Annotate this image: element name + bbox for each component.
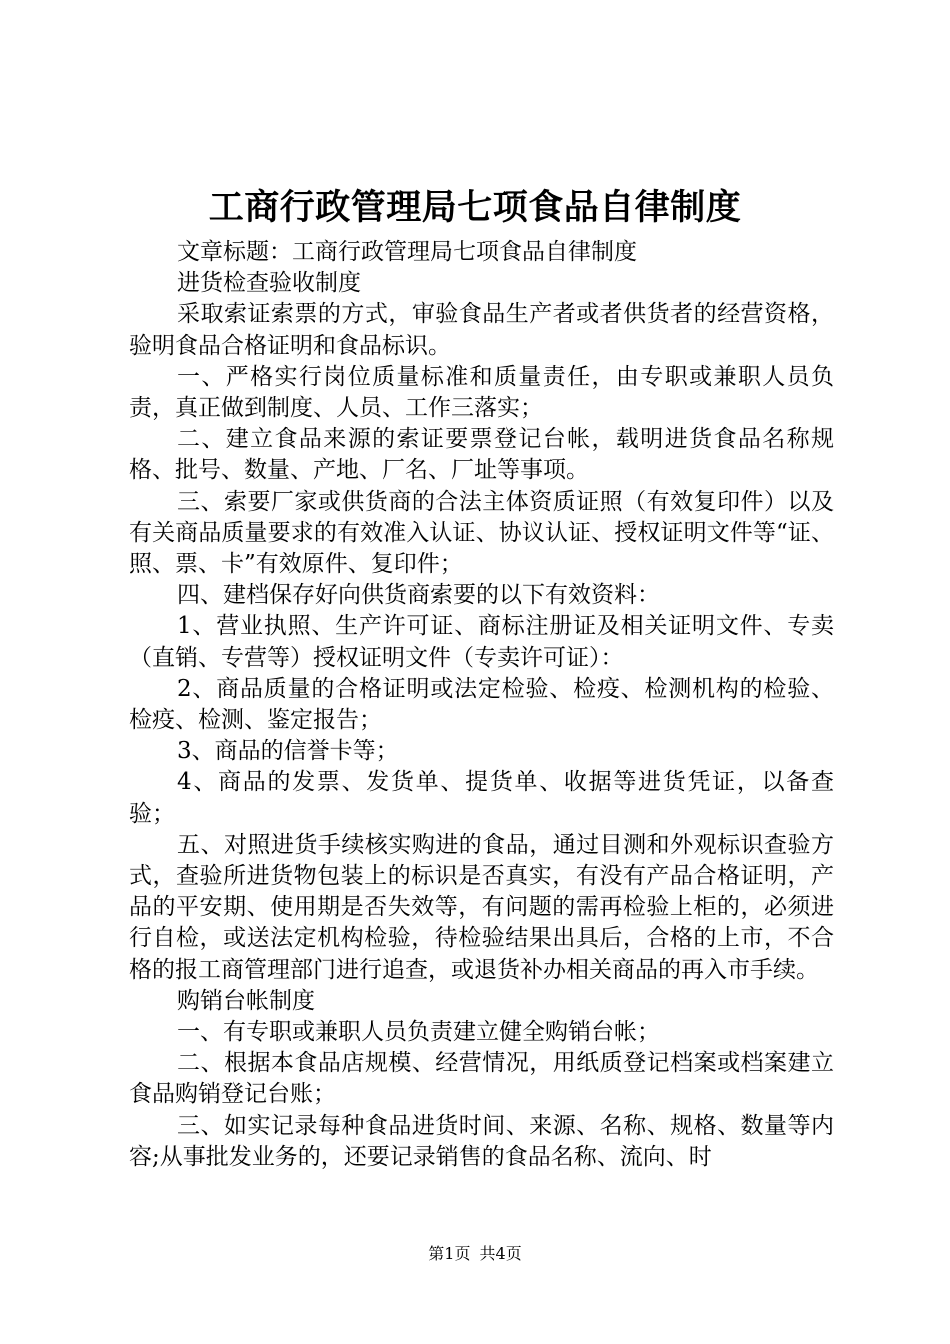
paragraph: 3、商品的信誉卡等； (177, 738, 399, 765)
page-footer: 第1页 共4页 (428, 1244, 522, 1263)
page-title: 工商行政管理局七项食品自律制度 (208, 188, 742, 228)
paragraph: 一、有专职或兼职人员负责建立健全购销台帐； (177, 1019, 660, 1046)
paragraph: 1、营业执照、生产许可证、商标注册证及相关证明文件、专卖（直销、专营等）授权证明文件（专卖许可证）： (129, 613, 834, 671)
paragraph-article-title: 文章标题：工商行政管理局七项食品自律制度 (177, 239, 637, 265)
paragraph: 一、严格实行岗位质量标准和质量责任，由专职或兼职人员负责，真正做到制度、人员、工作三落实； (129, 363, 834, 422)
document-body (129, 237, 834, 1173)
paragraph: 三、索要厂家或供货商的合法主体资质证照（有效复印件）以及有关商品质量要求的有效准入认证、协议认证、授权证明文件等“证、照、票、卡”有效原件、复印件； (129, 488, 834, 578)
paragraph: 2、商品质量的合格证明或法定检验、检疫、检测机构的检验、检疫、检测、鉴定报告； (129, 675, 834, 734)
paragraph: 五、对照进货手续核实购进的食品，通过目测和外观标识查验方式，查验所进货物包装上的标识是否真实，有没有产品合格证明，产品的平安期、使用期是否失效等，有问题的需再检验上柜的，必须进行自检，或送法定机构检验，待检验结果出具后，合格的上市，不合格的报工商管理部门进行追查，或退货补办相关商品的再入市手续。 (129, 831, 834, 983)
paragraph: 4、商品的发票、发货单、提货单、收据等进货凭证，以备查验； (129, 769, 834, 827)
paragraph: 二、建立食品来源的索证要票登记台帐，载明进货食品名称规格、批号、数量、产地、厂名、厂址等事项。 (129, 426, 834, 484)
paragraph: 二、根据本食品店规模、经营情况，用纸质登记档案或档案建立食品购销登记台账； (129, 1050, 834, 1108)
paragraph: 采取索证索票的方式，审验食品生产者或者供货者的经营资格，验明食品合格证明和食品标识。 (129, 301, 834, 359)
section-heading-inspection: 进货检查验收制度 (177, 270, 361, 297)
paragraph: 四、建档保存好向供货商索要的以下有效资料： (177, 582, 660, 609)
section-heading-ledger: 购销台帐制度 (177, 987, 315, 1014)
paragraph: 三、如实记录每种食品进货时间、来源、名称、规格、数量等内容;从事批发业务的，还要记录销售的食品名称、流向、时 (129, 1112, 834, 1170)
